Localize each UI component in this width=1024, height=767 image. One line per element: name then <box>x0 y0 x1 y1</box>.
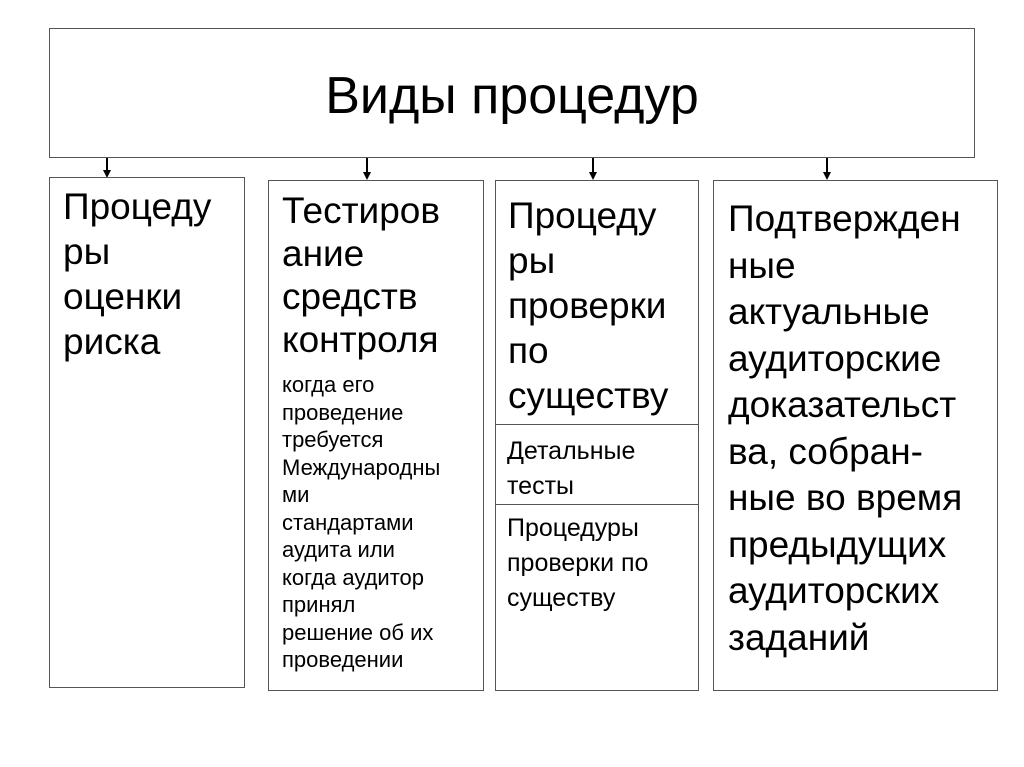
heading-line: предыдущих <box>728 523 947 565</box>
note-line: принял <box>282 592 356 617</box>
note-line: требуется <box>282 427 384 452</box>
arrow-down-icon <box>589 172 597 180</box>
connector-line-3 <box>592 158 594 172</box>
connector-line-4 <box>826 158 828 172</box>
risk-assessment-heading <box>63 184 244 364</box>
note-line: проведении <box>282 647 404 672</box>
heading-line: ры <box>63 231 111 272</box>
substantive-procedures-heading <box>496 181 698 425</box>
diagram-title: Виды процедур <box>325 67 699 125</box>
note-line: стандартами <box>282 509 414 535</box>
heading-line: актуальные <box>728 291 930 332</box>
controls-testing-note <box>282 371 483 674</box>
detail-tests-item <box>496 425 698 505</box>
note-line: ми <box>282 482 310 507</box>
heading-line: оценки <box>63 276 183 317</box>
heading-line: контроля <box>282 319 439 360</box>
arrow-down-icon <box>823 172 831 180</box>
heading-line: проверки <box>508 285 667 326</box>
connector-line-1 <box>106 158 108 170</box>
note-line: когда его <box>282 372 375 397</box>
heading-line: заданий <box>728 616 870 658</box>
confirmed-evidence-box <box>713 180 998 691</box>
heading-line: риска <box>63 321 161 362</box>
controls-testing-box <box>268 180 484 691</box>
substantive-procedures-box <box>495 180 699 691</box>
sub-item-line: тесты <box>507 472 574 500</box>
heading-line: ва, собран- <box>728 430 923 472</box>
note-line: аудита или <box>282 537 395 562</box>
connector-line-2 <box>366 158 368 172</box>
sub-item-line: проверки по <box>507 549 649 577</box>
heading-line: Тестиров <box>282 190 441 231</box>
heading-line: ные <box>728 244 796 286</box>
note-line: проведение <box>282 399 404 425</box>
heading-line: ры <box>508 240 556 281</box>
heading-line: Подтвержден <box>728 198 961 239</box>
controls-testing-heading <box>282 189 483 361</box>
heading-line: доказательст <box>728 384 957 425</box>
note-line: решение об их <box>282 619 434 645</box>
heading-line: по <box>508 330 549 371</box>
risk-assessment-box <box>49 177 245 688</box>
substantive-checks-item <box>496 505 698 616</box>
sub-item-line: существу <box>507 584 616 612</box>
heading-line: ные во время <box>728 477 963 518</box>
heading-line: средств <box>282 276 418 317</box>
heading-line: аудиторских <box>728 570 940 611</box>
note-line: когда аудитор <box>282 564 425 590</box>
heading-line: аудиторские <box>728 337 942 379</box>
sub-item-line: Детальные <box>507 437 636 465</box>
arrow-down-icon <box>363 172 371 180</box>
title-box <box>49 28 975 158</box>
heading-line: ание <box>282 233 365 274</box>
heading-line: Процеду <box>63 186 212 227</box>
note-line: Международны <box>282 454 441 480</box>
heading-line: Процеду <box>508 195 657 236</box>
heading-line: существу <box>508 375 669 416</box>
confirmed-evidence-heading <box>728 196 997 661</box>
sub-item-line: Процедуры <box>507 514 639 542</box>
